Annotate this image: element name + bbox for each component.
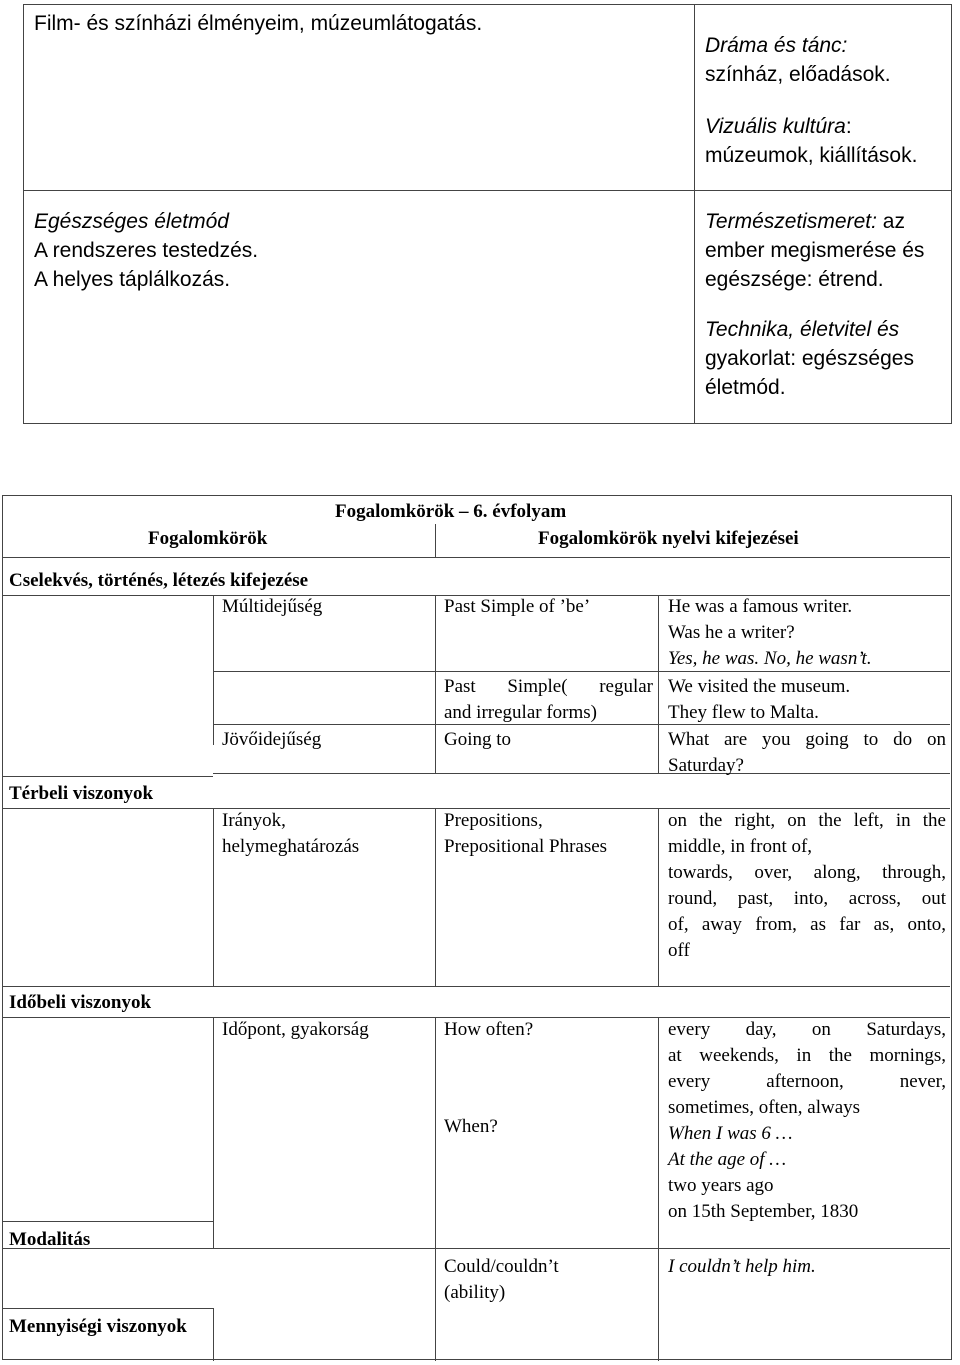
past-simple-be: Past Simple of ’be’ — [444, 596, 591, 617]
could-label — [444, 1254, 559, 1306]
going-to-examples — [668, 727, 946, 779]
section-modality: Modalitás — [9, 1229, 91, 1250]
when: When? — [444, 1116, 498, 1137]
header-rule — [3, 557, 950, 558]
label-line: Could/couldn’t — [444, 1256, 559, 1277]
example-line: Saturday? — [668, 755, 744, 776]
health-connections-cell — [695, 191, 952, 424]
example-line: Yes, he was. No, he wasn’t. — [668, 648, 872, 669]
col-header-expressions: Fogalomkörök nyelvi kifejezései — [538, 528, 799, 549]
connection-line — [705, 112, 941, 141]
grid-line — [213, 808, 214, 986]
connection-line — [705, 373, 941, 402]
example-line: At the age of … — [668, 1149, 787, 1170]
connection-line — [705, 141, 941, 170]
time-examples — [668, 1017, 946, 1225]
grid-line — [658, 808, 659, 986]
row-rule — [3, 986, 950, 987]
film-cell — [24, 5, 695, 191]
example-line: sometimes, often, always — [668, 1097, 861, 1118]
connection-rest: múzeumok, kiállítások. — [705, 144, 918, 167]
label-line: and irregular forms) — [444, 702, 597, 723]
curriculum-table — [23, 4, 952, 424]
label-line: Irányok, — [222, 810, 286, 831]
label-line: helymeghatározás — [222, 836, 360, 857]
example-line: of, away from, as far as, onto, — [668, 914, 946, 935]
prepositions-examples — [668, 808, 946, 964]
film-text: Film- és színházi élményeim, múzeumlátogatás. — [34, 12, 483, 35]
example-line: on 15th September, 1830 — [668, 1201, 859, 1222]
connection-rest: színház, előadások. — [705, 63, 891, 86]
label-line: Past Simple( regular — [444, 676, 653, 697]
example-line: on the right, on the left, in the — [668, 810, 946, 831]
example-line: at weekends, in the mornings, — [668, 1045, 946, 1066]
header-divider — [435, 524, 436, 557]
row-rule — [3, 776, 213, 777]
connection-line — [705, 31, 941, 60]
section-temporal: Időbeli viszonyok — [9, 992, 152, 1013]
grammar-table — [2, 495, 952, 1360]
grid-line — [213, 1017, 214, 1248]
directions-label — [222, 808, 359, 860]
connection-line — [705, 60, 941, 89]
health-cell — [24, 191, 695, 424]
health-line: A rendszeres testedzés. — [34, 239, 259, 262]
connection-rest: életmód. — [705, 376, 786, 399]
section-action: Cselekvés, történés, létezés kifejezése — [9, 570, 309, 591]
connection-line — [705, 344, 941, 373]
row-rule — [3, 808, 213, 809]
grid-line — [435, 595, 436, 773]
connection-line — [705, 315, 941, 344]
example-line: every afternoon, never, — [668, 1071, 946, 1092]
example-line: We visited the museum. — [668, 676, 851, 697]
past-be-examples — [668, 594, 872, 672]
example-line: round, past, into, across, out — [668, 888, 946, 909]
could-example: I couldn’t help him. — [668, 1256, 816, 1277]
example-line: off — [668, 940, 690, 961]
connection-line — [705, 236, 941, 265]
example-line: He was a famous writer. — [668, 596, 853, 617]
section-spatial: Térbeli viszonyok — [9, 783, 154, 804]
going-to: Going to — [444, 729, 512, 750]
label-line: Prepositions, — [444, 810, 543, 831]
past-regular-examples — [668, 674, 850, 726]
col-header-concepts: Fogalomkörök — [148, 528, 268, 549]
past-tense-label: Múltidejűség — [222, 596, 323, 617]
example-line: What are you going to do on — [668, 729, 946, 750]
grid-line — [435, 1017, 436, 1361]
film-connections-cell — [695, 5, 952, 191]
example-line: towards, over, along, through, — [668, 862, 946, 883]
label-line: Prepositional Phrases — [444, 836, 608, 857]
connection-italic: Természetismeret: — [705, 210, 877, 233]
grid-line — [658, 1017, 659, 1361]
connection-rest: gyakorlat: egészséges — [705, 347, 914, 370]
health-title: Egészséges életmód — [34, 210, 229, 233]
future-tense-label: Jövőidejűség — [222, 729, 322, 750]
connection-rest: az — [876, 210, 905, 233]
connection-rest: ember megismerése és — [705, 239, 925, 262]
connection-italic: Dráma és tánc: — [705, 34, 848, 57]
grid-line — [213, 1308, 214, 1361]
example-line: Was he a writer? — [668, 622, 795, 643]
example-line: two years ago — [668, 1175, 774, 1196]
how-often: How often? — [444, 1019, 534, 1040]
table-row — [24, 5, 952, 191]
example-line: every day, on Saturdays, — [668, 1019, 946, 1040]
prepositions-label — [444, 808, 607, 860]
row-rule — [3, 1017, 213, 1018]
connection-line — [705, 207, 941, 236]
label-line: (ability) — [444, 1282, 506, 1303]
grid-line — [435, 808, 436, 986]
row-rule — [3, 1221, 213, 1222]
connection-italic: Technika, életvitel és — [705, 318, 900, 341]
row-rule — [3, 1308, 213, 1309]
section-quantity: Mennyiségi viszonyok — [9, 1316, 187, 1337]
connection-rest: : — [845, 115, 852, 138]
example-line: middle, in front of, — [668, 836, 813, 857]
past-simple-regular — [444, 674, 653, 726]
time-frequency-label: Időpont, gyakorság — [222, 1019, 369, 1040]
table-row — [24, 191, 952, 424]
grid-line — [213, 595, 214, 745]
example-line: When I was 6 … — [668, 1123, 793, 1144]
connection-line — [705, 265, 941, 294]
connection-italic: Vizuális kultúra — [705, 115, 846, 138]
grammar-table-title: Fogalomkörök – 6. évfolyam — [335, 501, 567, 522]
grid-line — [658, 595, 659, 773]
row-rule — [3, 1248, 950, 1249]
connection-rest: egészsége: étrend. — [705, 268, 884, 291]
example-line: They flew to Malta. — [668, 702, 819, 723]
health-line: A helyes táplálkozás. — [34, 268, 231, 291]
